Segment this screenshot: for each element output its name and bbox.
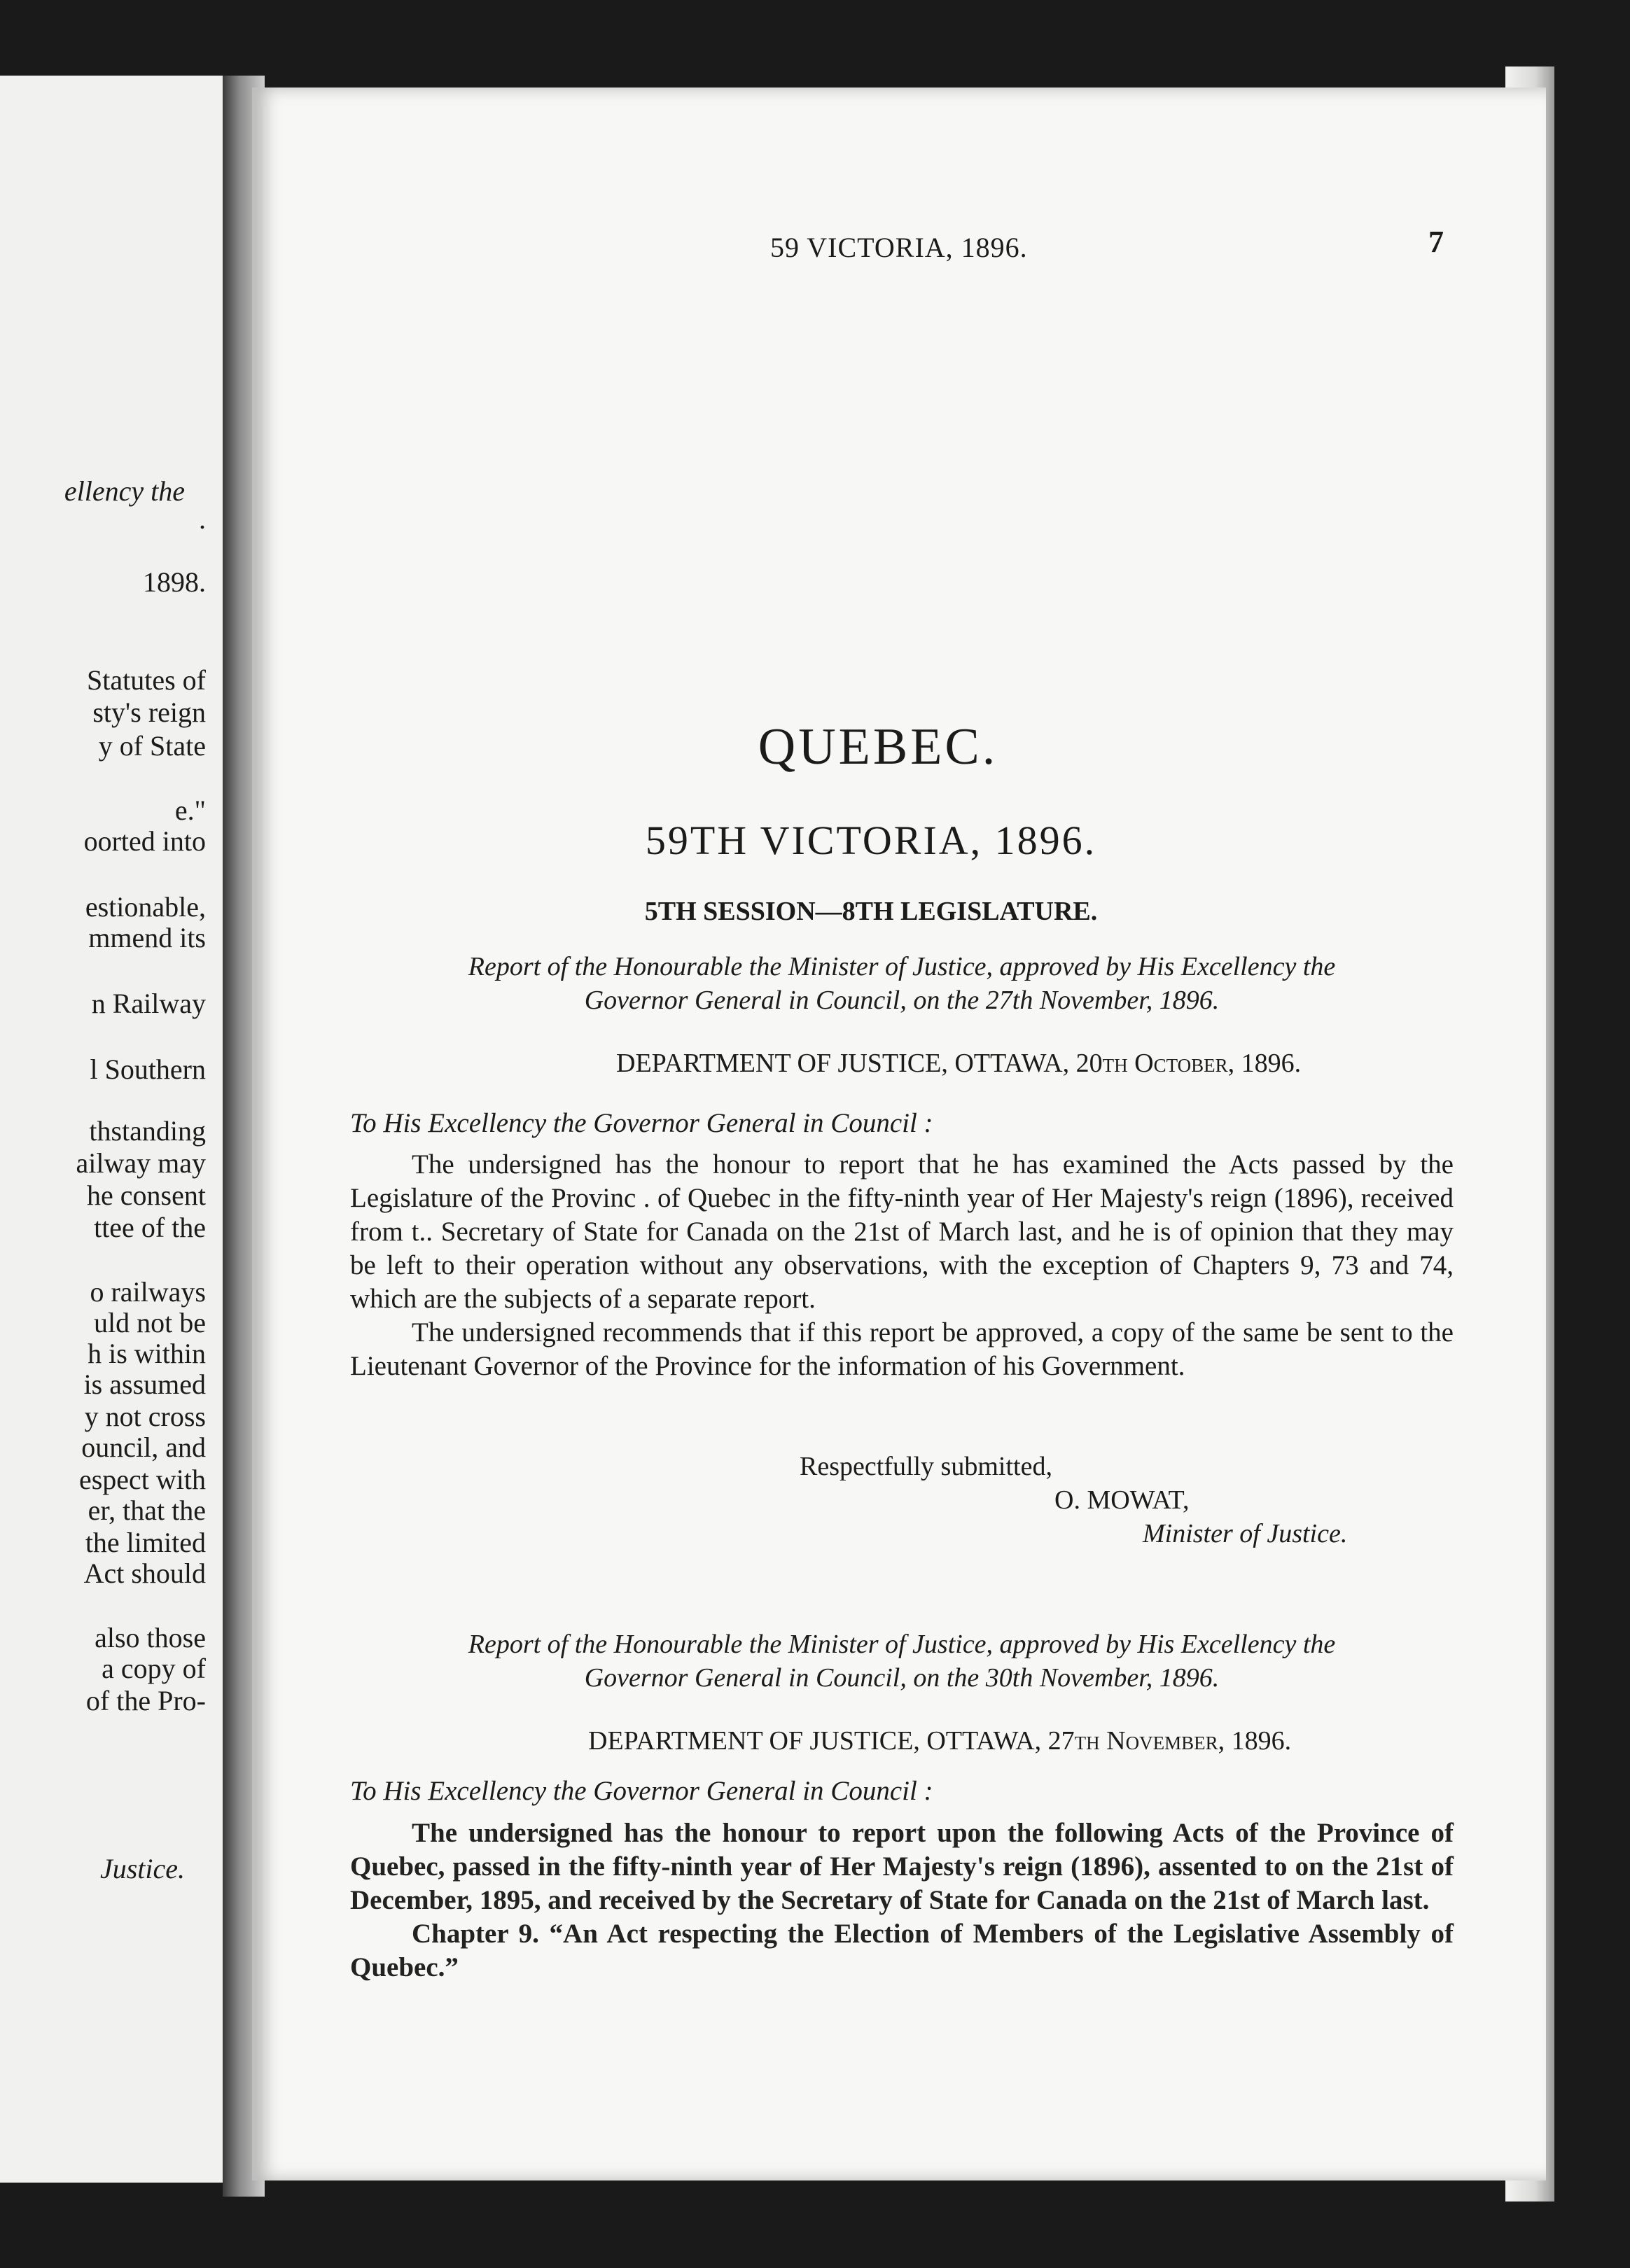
- left-page-line: the limited: [85, 1527, 206, 1558]
- left-page-line: Justice.: [99, 1853, 185, 1884]
- left-page-line: oorted into: [83, 825, 206, 857]
- report1-addressee: To His Excellency the Governor General in Council :: [350, 1108, 933, 1138]
- left-page-line: also those: [95, 1622, 206, 1653]
- report2-title: [350, 1628, 1454, 1695]
- report1-department-line: DEPARTMENT OF JUSTICE, OTTAWA, 20th October, 1896.: [616, 1049, 1302, 1078]
- left-page-line: ouncil, and: [81, 1432, 206, 1463]
- report2-addressee: To His Excellency the Governor General in Council :: [350, 1776, 933, 1806]
- page-number: 7: [1428, 225, 1444, 259]
- left-page-line: espect with: [78, 1464, 206, 1495]
- report1-body: [350, 1148, 1454, 1383]
- report2-paragraph-2: Chapter 9. “An Act respecting the Election of Members of the Legislative Assembly of Quebec.”: [350, 1919, 1454, 1982]
- report1-paragraph-1: The undersigned has the honour to report that he has examined the Acts passed by the Legislature of the Provinc . of Quebec in the fifty-ninth year of Her Majesty's reign (1896), received from t.. Secretary of State for Canada on the 21st of March last, and he is of opinion that they may be left to their operation without any observations, with the exception of Chapters 9, 73 and 74, which are the subjects of a separate report.: [350, 1149, 1454, 1314]
- left-page-line: ttee of the: [94, 1212, 206, 1243]
- report1-signatory: O. MOWAT,: [1054, 1485, 1190, 1515]
- left-page-line: sty's reign: [92, 696, 206, 728]
- left-page-line: o railways: [90, 1276, 206, 1308]
- report1-paragraph-2: The undersigned recommends that if this report be approved, a copy of the same be sent to the Lieutenant Governor of the Province for the information of his Government.: [350, 1317, 1454, 1381]
- left-page-line: 1898.: [143, 566, 206, 598]
- report2-department-line: DEPARTMENT OF JUSTICE, OTTAWA, 27th November, 1896.: [588, 1726, 1292, 1756]
- report1-title: [350, 950, 1454, 1017]
- left-page-line: Statutes of: [87, 664, 206, 696]
- report2-title-line2: Governor General in Council, on the 30th November, 1896.: [584, 1663, 1220, 1693]
- left-page-line: y of State: [98, 730, 206, 762]
- left-page-line: .: [199, 503, 206, 535]
- page-subtitle: 59TH VICTORIA, 1896.: [645, 818, 1097, 863]
- running-header: 59 VICTORIA, 1896.: [770, 232, 1028, 263]
- left-page-fragment: [0, 76, 223, 2183]
- left-page-line: a copy of: [102, 1653, 206, 1684]
- left-page-line: Act should: [83, 1558, 206, 1589]
- left-page-line: estionable,: [85, 891, 206, 923]
- left-page-line: he consent: [87, 1180, 206, 1211]
- left-page-line: ailway may: [76, 1147, 206, 1179]
- report2-body: [350, 1816, 1454, 1984]
- left-page-line: mmend its: [88, 922, 206, 953]
- page-title: QUEBEC.: [758, 718, 998, 776]
- report1-title-line1: Report of the Honourable the Minister of Justice, approved by His Excellency the: [468, 952, 1336, 981]
- session-heading: 5TH SESSION—8TH LEGISLATURE.: [644, 897, 1098, 926]
- left-page-line: uld not be: [94, 1307, 206, 1338]
- left-page-line: er, that the: [88, 1494, 206, 1526]
- report2-paragraph-1: The undersigned has the honour to report upon the following Acts of the Province of Quebec, passed in the fifty-ninth year of Her Majesty's reign (1896), assented to on the 21st of December, 1895, and received by the Secretary of State for Canada on the 21st of March last.: [350, 1818, 1454, 1915]
- left-page-line: of the Pro-: [85, 1685, 206, 1716]
- report2-title-line1: Report of the Honourable the Minister of Justice, approved by His Excellency the: [468, 1630, 1336, 1659]
- left-page-line: n Railway: [91, 988, 206, 1019]
- report1-title-line2: Governor General in Council, on the 27th November, 1896.: [584, 986, 1220, 1015]
- left-page-line: thstanding: [89, 1115, 206, 1147]
- left-page-line: e.": [174, 794, 206, 826]
- left-page-line: ellency the: [64, 475, 185, 507]
- left-page-line: y not cross: [84, 1401, 206, 1432]
- left-page-line: h is within: [88, 1338, 206, 1369]
- left-page-line: is assumed: [83, 1368, 206, 1400]
- left-page-line: l Southern: [90, 1054, 206, 1085]
- report1-closing: Respectfully submitted,: [800, 1452, 1052, 1481]
- report1-signatory-title: Minister of Justice.: [1143, 1519, 1348, 1548]
- right-page: [252, 88, 1546, 2180]
